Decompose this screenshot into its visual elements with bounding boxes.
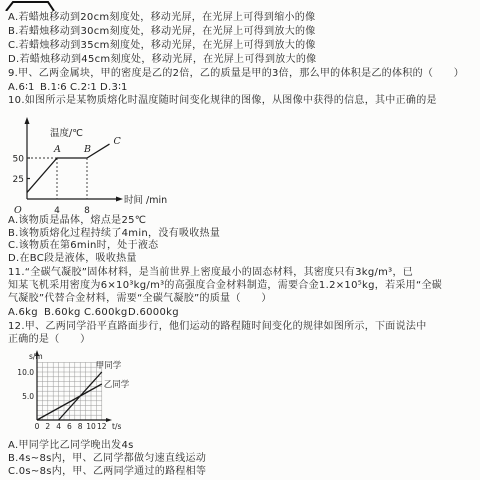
x-axis-label: 时间 /min — [124, 195, 168, 206]
q8-option-a: A.若蜡烛移动到20cm刻度处，移动光屏，在光屏上可得到缩小的像 — [8, 12, 316, 23]
x-tick-label: 8 — [84, 206, 90, 216]
x-tick-label: 12 — [97, 422, 107, 431]
q9-option-d: D.3∶1 — [100, 82, 128, 93]
x-tick-label: 4 — [56, 422, 61, 431]
x-tick-label: 6 — [67, 422, 72, 431]
q12-option-c: C.0s~8s内，甲、乙两同学通过的路程相等 — [8, 466, 207, 477]
point-label-b: B — [84, 144, 91, 155]
series-label-1: 甲同学 — [95, 361, 122, 371]
q11-stem-line-3: 气凝胶”代替合金材料，需要“全碳气凝胶”的质量（ ） — [8, 293, 272, 304]
y-tick-label: 25 — [12, 175, 24, 185]
x-tick-label: 4 — [54, 206, 60, 216]
q12-stem-line-2: 正确的是（ ） — [8, 334, 91, 345]
q8-option-d: D.若蜡烛移动到45cm刻度处，移动光屏，在光屏上可得到放大的像 — [8, 54, 317, 65]
q11-stem-line-2: 知某飞机采用密度为6×10³kg/m³的高强度合金材料制造，需要合金1.2×10⁵kg，若采用“全碳 — [8, 280, 443, 291]
q9-option-a: A.6∶1 — [8, 82, 35, 93]
y-tick-label: 5.0 — [22, 392, 34, 401]
q8-option-c: C.若蜡烛移动到35cm刻度处，移动光屏，在光屏上可得到放大的像 — [8, 40, 316, 51]
q11-option-b: B.60kg — [44, 307, 81, 318]
y-axis-arrow — [25, 117, 30, 124]
q12-stem-line-1: 12.甲、乙两同学沿平直路面步行，他们运动的路程随时间变化的规律如图所示，下面说法中 — [8, 321, 427, 332]
temperature-curve — [27, 144, 110, 192]
q9-stem: 9.甲、乙两金属块，甲的密度是乙的2倍，乙的质量是甲的3倍，那么甲的体积是乙的体积的（ ） — [8, 68, 465, 79]
distance-time-graph — [0, 345, 135, 435]
graph-grid — [37, 362, 102, 420]
q9-option-c: C.2∶1 — [70, 82, 97, 93]
q10-stem: 10.如图所示是某物质熔化时温度随时间变化规律的图像，从图像中获得的信息，其中正确的是 — [8, 95, 437, 106]
q10-option-d: D.在BC段是液体，吸收热量 — [8, 253, 137, 264]
y-tick-label: 50 — [12, 154, 24, 165]
melting-temperature-graph — [0, 110, 180, 216]
x-axis-label: t/s — [112, 422, 122, 431]
x-axis-arrow — [116, 197, 123, 202]
q9-option-b: B.1∶6 — [40, 82, 67, 93]
q8-option-b: B.若蜡烛移动到30cm刻度处，移动光屏，在光屏上可得到放大的像 — [8, 26, 316, 37]
q11-option-a: A.6kg — [8, 307, 38, 318]
q11-stem-line-1: 11.“全碳气凝胶”固体材料，是当前世界上密度最小的固态材料，其密度只有3kg/m³，已 — [8, 267, 414, 278]
q12-option-a: A.甲同学比乙同学晚出发4s — [8, 440, 134, 451]
x-tick-label: 2 — [45, 422, 51, 431]
point-label-c: C — [113, 136, 121, 148]
grid-lines — [37, 362, 102, 420]
y-axis-label: s/m — [29, 352, 43, 361]
x-tick-label: 8 — [77, 422, 83, 431]
q10-option-a: A.该物质是晶体，熔点是25℃ — [8, 215, 147, 226]
origin-label: O — [14, 205, 22, 216]
point-label-a: A — [54, 144, 61, 155]
y-axis-label: 温度/℃ — [50, 128, 83, 139]
q10-option-b: B.该物质熔化过程持续了4min，没有吸收热量 — [8, 228, 221, 239]
q11-option-d: D.6000kg — [128, 307, 179, 318]
q11-option-c: C.600kg — [84, 307, 128, 318]
y-tick-label: 10.0 — [17, 368, 34, 377]
series-label-2: 乙同学 — [103, 380, 130, 390]
x-tick-label: 0 — [34, 422, 40, 431]
previous-figure-fragment — [0, 0, 60, 11]
q10-option-c: C.该物质在第6min时，处于液态 — [8, 240, 159, 251]
x-tick-label: 10 — [86, 422, 96, 431]
graph-content — [13, 136, 122, 216]
q12-option-b: B.4s~8s内，甲、乙同学都做匀速直线运动 — [8, 453, 207, 464]
figure-fragment-outline — [6, 2, 54, 11]
